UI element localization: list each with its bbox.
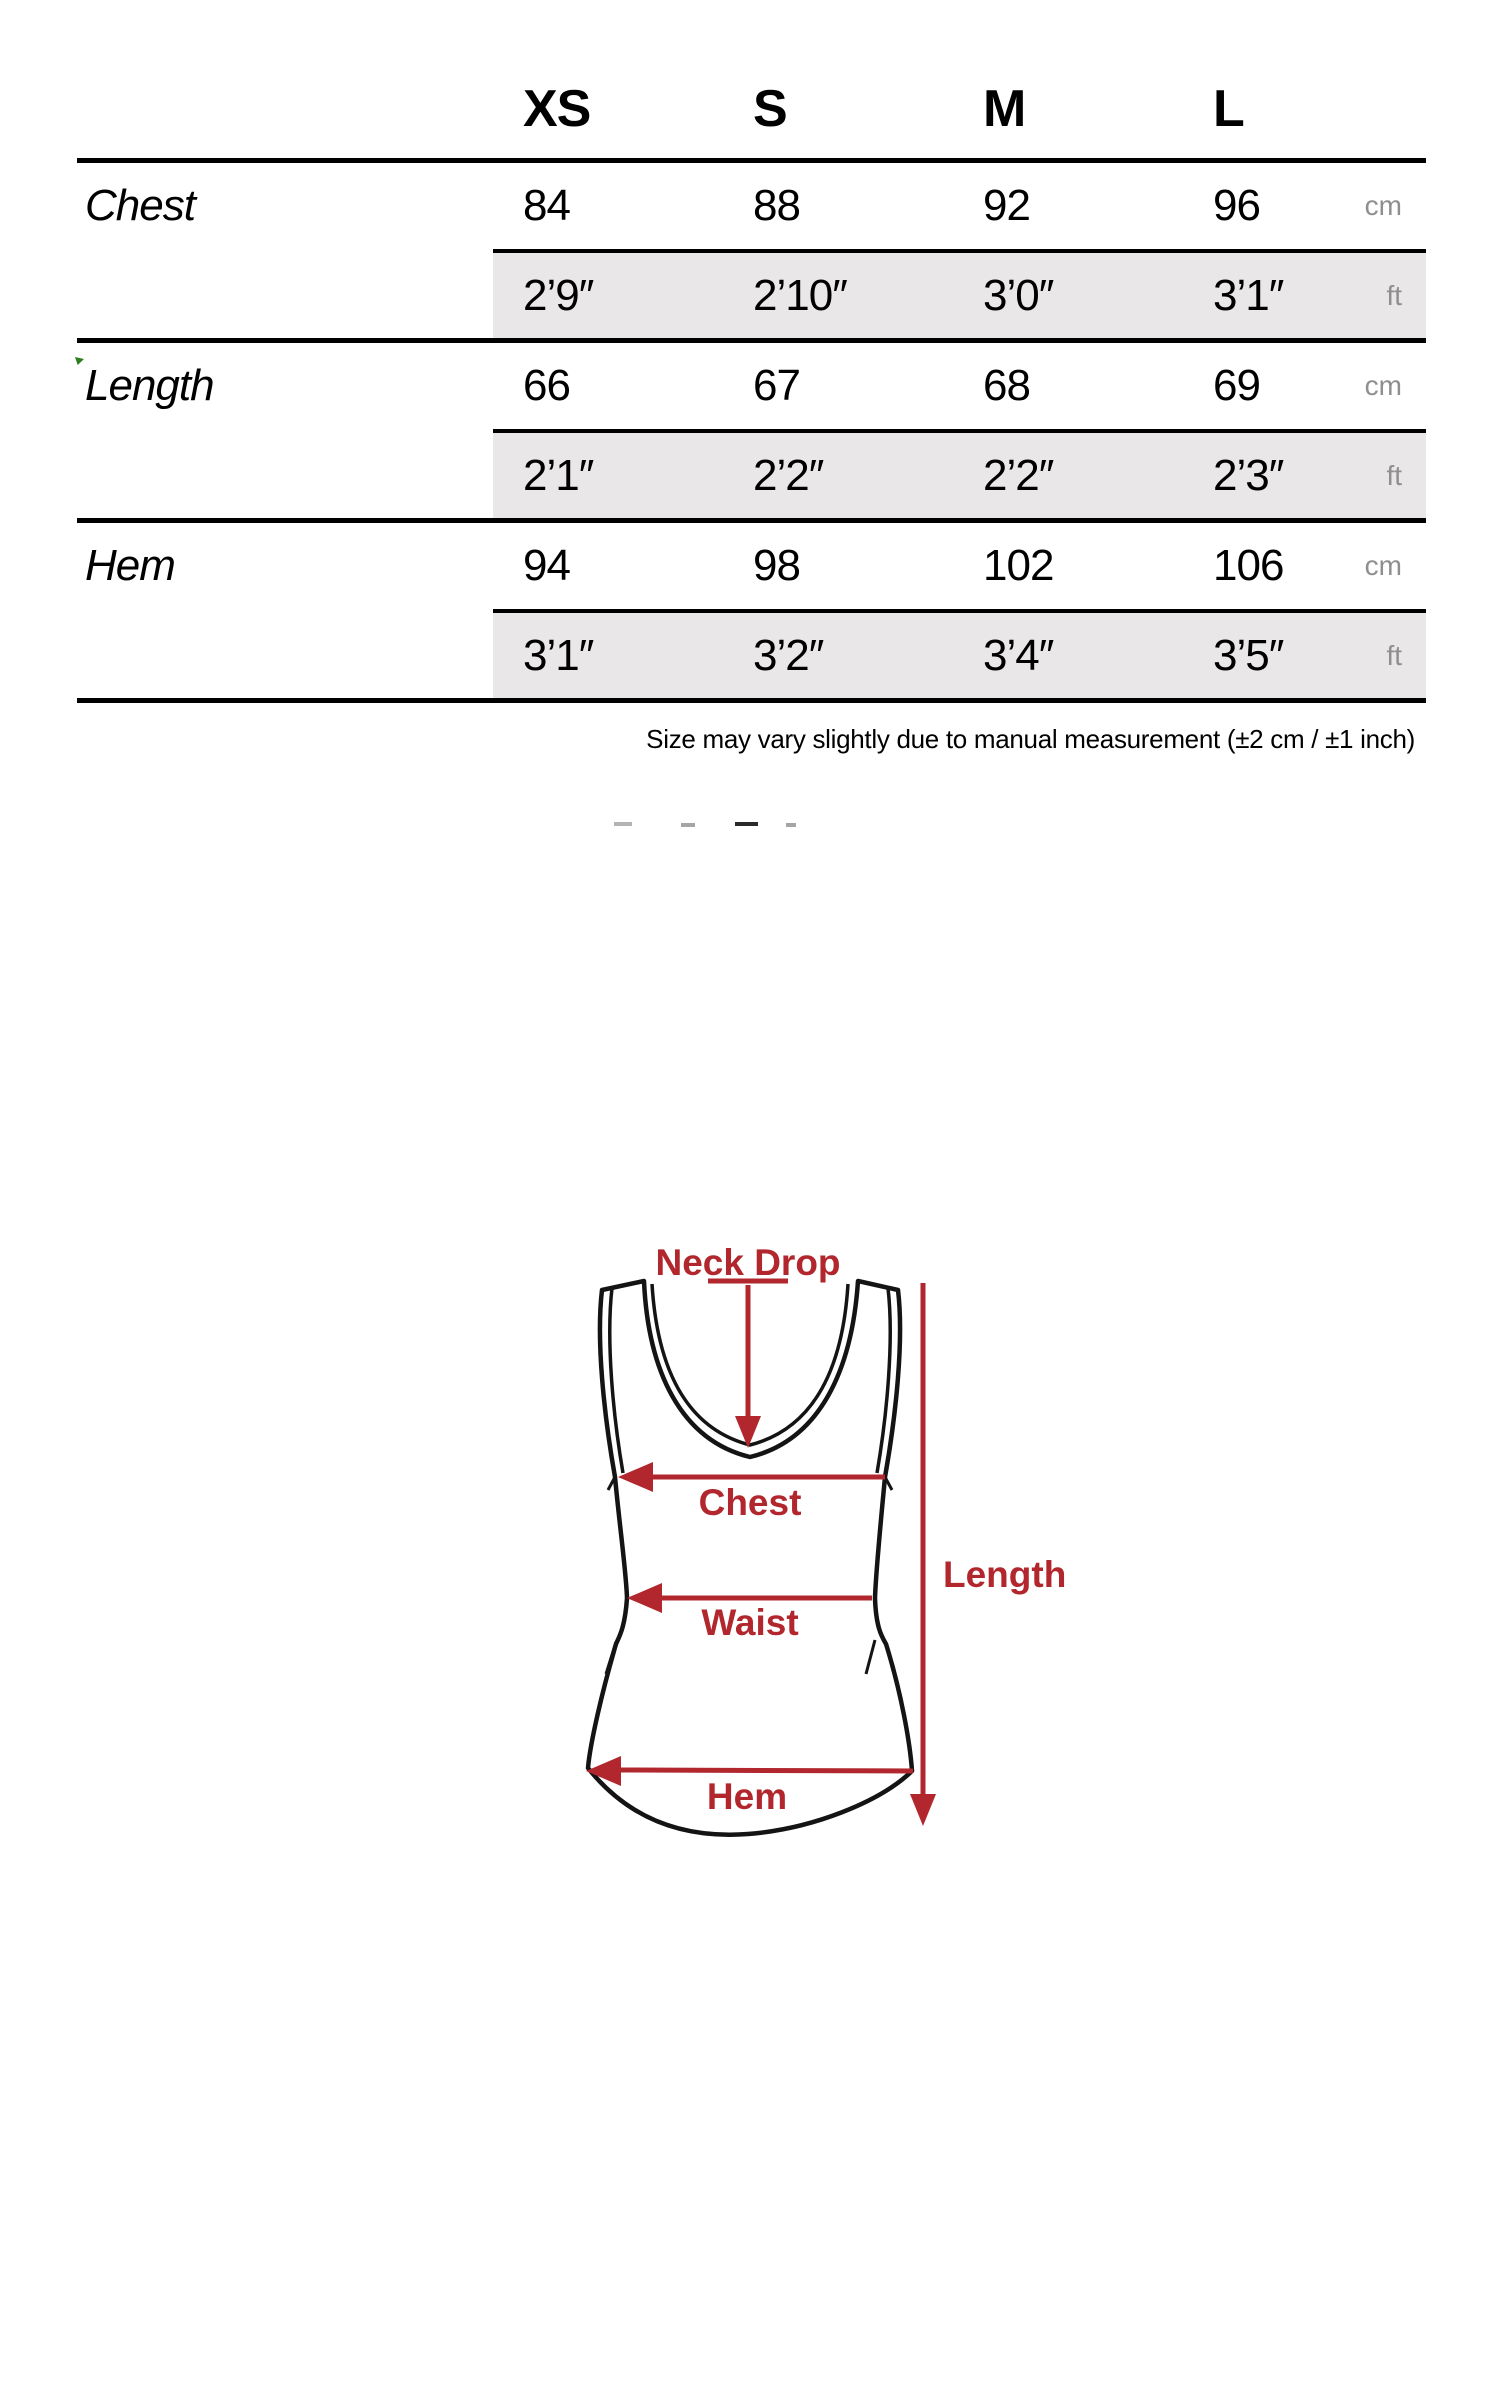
cropped-text-remnant <box>681 823 695 827</box>
value-cell: 84 <box>523 181 570 230</box>
side-notch-right <box>866 1640 875 1674</box>
value-cell: 66 <box>523 361 570 410</box>
table-row-length-cm <box>77 343 1426 429</box>
value-cell: 3’4″ <box>953 609 1183 698</box>
unit-label-ft: ft <box>1330 429 1426 518</box>
unit-label-cm: cm <box>1364 370 1402 401</box>
neck-drop-label: Neck Drop <box>655 1242 841 1283</box>
cropped-text-remnant <box>786 823 796 827</box>
value-cell: 88 <box>753 181 800 230</box>
unit-label-ft: ft <box>1330 609 1426 698</box>
table-row-length-ft <box>77 429 1426 518</box>
size-header-row <box>77 60 1426 158</box>
value-cell: 2’2″ <box>953 429 1183 518</box>
size-chart-table <box>77 60 1426 703</box>
row-label-hem: Hem <box>85 541 175 590</box>
row-label-length: Length <box>85 361 214 410</box>
row-label-chest: Chest <box>85 181 195 230</box>
value-cell: 3’1″ <box>493 609 723 698</box>
value-cell: 2’9″ <box>493 249 723 338</box>
size-header-s: S <box>753 80 787 138</box>
table-rule <box>77 698 1426 703</box>
value-cell: 94 <box>523 541 570 590</box>
value-cell: 92 <box>983 181 1030 230</box>
unit-label-cm: cm <box>1364 550 1402 581</box>
value-cell: 2’10″ <box>723 249 953 338</box>
size-header-m: M <box>983 80 1026 138</box>
value-cell: 106 <box>1213 541 1284 590</box>
value-cell: 3’1″ <box>1183 249 1330 338</box>
value-cell: 68 <box>983 361 1030 410</box>
value-cell: 3’0″ <box>953 249 1183 338</box>
length-label: Length <box>943 1554 1067 1595</box>
value-cell: 2’2″ <box>723 429 953 518</box>
waist-label: Waist <box>701 1602 799 1643</box>
value-cell: 67 <box>753 361 800 410</box>
measurement-footnote: Size may vary slightly due to manual measurement (±2 cm / ±1 inch) <box>646 724 1415 754</box>
size-header-xs: XS <box>523 80 591 138</box>
neck-drop-arrow <box>708 1281 788 1448</box>
length-arrow <box>910 1283 936 1826</box>
value-cell: 3’5″ <box>1183 609 1330 698</box>
table-row-chest-ft <box>77 249 1426 338</box>
table-row-hem-cm <box>77 523 1426 609</box>
table-row-chest-cm <box>77 163 1426 249</box>
hem-label: Hem <box>706 1776 788 1817</box>
value-cell: 96 <box>1213 181 1260 230</box>
cropped-text-remnant <box>735 822 758 826</box>
unit-label-ft: ft <box>1330 249 1426 338</box>
cropped-text-remnant <box>614 822 632 826</box>
value-cell: 69 <box>1213 361 1260 410</box>
unit-label-cm: cm <box>1364 190 1402 221</box>
chest-label: Chest <box>698 1482 802 1523</box>
value-cell: 2’3″ <box>1183 429 1330 518</box>
value-cell: 98 <box>753 541 800 590</box>
value-cell: 3’2″ <box>723 609 953 698</box>
value-cell: 102 <box>983 541 1054 590</box>
value-cell: 2’1″ <box>493 429 723 518</box>
table-row-hem-ft <box>77 609 1426 698</box>
size-header-l: L <box>1213 80 1244 138</box>
